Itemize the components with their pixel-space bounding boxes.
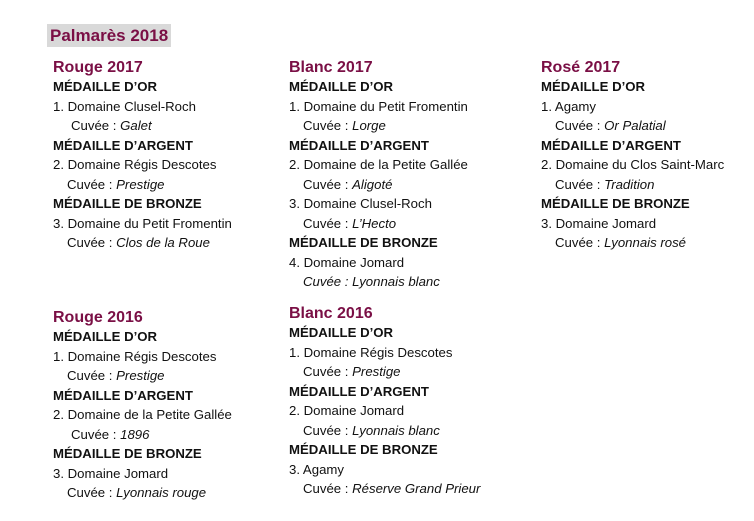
cuvee-line bbox=[289, 421, 480, 441]
cuvee-name: Prestige bbox=[116, 176, 165, 192]
cuvee-line bbox=[541, 233, 724, 253]
medal-bronze-heading: MÉDAILLE DE BRONZE bbox=[53, 196, 202, 211]
cuvee-label: Cuvée : bbox=[303, 481, 353, 496]
cuvee-name: Lorge bbox=[352, 118, 386, 133]
cuvee-line bbox=[289, 116, 468, 136]
winner-entry: 1. Domaine Clusel-Roch bbox=[53, 98, 196, 114]
medal-silver-heading: MÉDAILLE D’ARGENT bbox=[53, 137, 193, 153]
cuvee-line bbox=[53, 366, 232, 386]
winner-entry: 2. Domaine Jomard bbox=[289, 403, 405, 418]
cuvee-line bbox=[289, 214, 468, 234]
winner-entry: 3. Domaine Clusel-Roch bbox=[289, 196, 432, 211]
cuvee-line: Cuvée : Lyonnais blanc bbox=[303, 274, 440, 289]
cuvee-line bbox=[541, 116, 724, 136]
medal-gold-heading: MÉDAILLE D’OR bbox=[541, 79, 646, 94]
medal-gold-heading: MÉDAILLE D’OR bbox=[289, 325, 394, 340]
winner-entry: 3. Domaine Jomard bbox=[53, 465, 169, 481]
cuvee-label: Cuvée : bbox=[303, 215, 353, 231]
medal-gold-heading: MÉDAILLE D’OR bbox=[53, 79, 158, 94]
winner-entry: 3. Domaine Jomard bbox=[541, 215, 657, 231]
cuvee-name: Réserve Grand Prieur bbox=[352, 481, 481, 496]
winner-entry: 2. Domaine de la Petite Gallée bbox=[53, 407, 232, 422]
cuvee-line bbox=[541, 175, 724, 195]
cuvee-label: Cuvée : bbox=[71, 118, 121, 133]
cuvee-label: Cuvée : bbox=[555, 176, 605, 192]
cuvee-label: Cuvée : bbox=[71, 426, 121, 442]
medal-silver-heading: MÉDAILLE D’ARGENT bbox=[53, 387, 193, 403]
winner-entry: 2. Domaine du Clos Saint-Marc bbox=[541, 157, 725, 172]
medal-bronze-heading: MÉDAILLE DE BRONZE bbox=[289, 235, 438, 250]
cuvee-label: Cuvée : bbox=[67, 176, 117, 192]
medal-gold-heading: MÉDAILLE D’OR bbox=[53, 329, 158, 344]
section-rose-2017 bbox=[541, 58, 724, 253]
cuvee-name: L’Hecto bbox=[352, 215, 397, 231]
cuvee-line bbox=[53, 175, 232, 195]
winner-entry: 3. Domaine du Petit Fromentin bbox=[53, 215, 232, 231]
cuvee-label: Cuvée : bbox=[303, 422, 353, 438]
winner-entry: 1. Agamy bbox=[541, 98, 596, 114]
cuvee-line bbox=[53, 233, 232, 253]
cuvee-label: Cuvée : bbox=[303, 176, 353, 192]
cuvee-name: Lyonnais blanc bbox=[352, 422, 440, 438]
winner-entry: 2. Domaine Régis Descotes bbox=[53, 157, 217, 172]
cuvee-line bbox=[289, 479, 480, 499]
cuvee-label: Cuvée : bbox=[303, 118, 353, 133]
winner-entry: 1. Domaine du Petit Fromentin bbox=[289, 98, 468, 114]
cuvee-line bbox=[53, 425, 232, 445]
winner-entry: 4. Domaine Jomard bbox=[289, 254, 405, 270]
cuvee-name: Prestige bbox=[352, 364, 401, 379]
section-title: Blanc 2017 bbox=[289, 59, 373, 76]
section-title: Rouge 2017 bbox=[53, 59, 143, 76]
cuvee-name: Lyonnais rouge bbox=[116, 485, 207, 500]
medal-bronze-heading: MÉDAILLE DE BRONZE bbox=[289, 442, 438, 457]
section-blanc-2017 bbox=[289, 58, 468, 292]
cuvee-label: Cuvée : bbox=[67, 485, 117, 500]
section-blanc-2016 bbox=[289, 304, 480, 499]
cuvee-name: 1896 bbox=[120, 426, 150, 442]
winner-entry: 1. Domaine Régis Descotes bbox=[289, 344, 453, 360]
medal-gold-heading: MÉDAILLE D’OR bbox=[289, 79, 394, 94]
cuvee-name: Lyonnais rosé bbox=[604, 235, 686, 250]
winner-entry: 1. Domaine Régis Descotes bbox=[53, 348, 217, 364]
section-title: Blanc 2016 bbox=[289, 305, 373, 322]
cuvee-line bbox=[289, 362, 480, 382]
cuvee-name: Tradition bbox=[604, 176, 655, 192]
cuvee-name: Prestige bbox=[116, 368, 165, 383]
cuvee-line bbox=[53, 483, 232, 503]
cuvee-line bbox=[53, 116, 232, 136]
cuvee-name: Clos de la Roue bbox=[116, 235, 210, 250]
section-title: Rosé 2017 bbox=[541, 59, 621, 76]
section-title: Rouge 2016 bbox=[53, 309, 143, 326]
medal-silver-heading: MÉDAILLE D’ARGENT bbox=[289, 137, 429, 153]
cuvee-label: Cuvée : bbox=[67, 235, 117, 250]
medal-silver-heading: MÉDAILLE D’ARGENT bbox=[289, 383, 429, 399]
cuvee-name: Galet bbox=[120, 118, 152, 133]
medal-bronze-heading: MÉDAILLE DE BRONZE bbox=[541, 196, 690, 211]
cuvee-label: Cuvée : bbox=[555, 235, 605, 250]
cuvee-name: Aligoté bbox=[352, 176, 393, 192]
winner-entry: 2. Domaine de la Petite Gallée bbox=[289, 157, 468, 172]
cuvee-label: Cuvée : bbox=[67, 368, 117, 383]
cuvee-label: Cuvée : bbox=[555, 118, 605, 133]
winner-entry: 3. Agamy bbox=[289, 461, 344, 477]
section-rouge-2017 bbox=[53, 58, 232, 253]
medal-silver-heading: MÉDAILLE D’ARGENT bbox=[541, 137, 681, 153]
cuvee-line bbox=[289, 175, 468, 195]
medal-bronze-heading: MÉDAILLE DE BRONZE bbox=[53, 446, 202, 461]
section-rouge-2016 bbox=[53, 308, 232, 503]
page-title: Palmarès 2018 bbox=[47, 24, 171, 47]
cuvee-name: Or Palatial bbox=[604, 118, 666, 133]
cuvee-label: Cuvée : bbox=[303, 364, 353, 379]
